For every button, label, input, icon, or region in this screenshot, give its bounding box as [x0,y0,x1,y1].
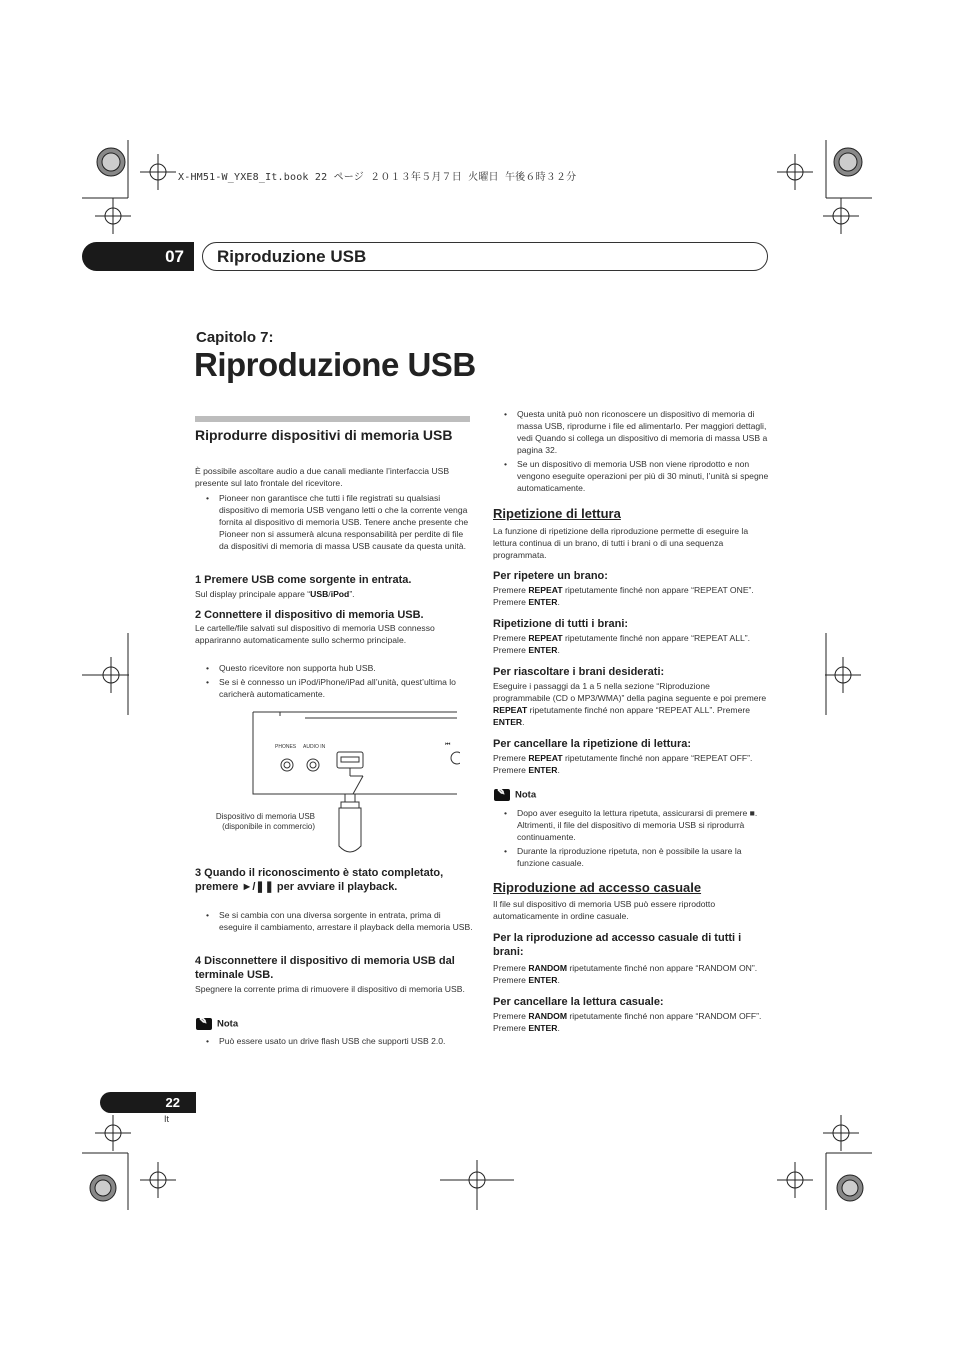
chapter-header-title: Riproduzione USB [202,242,768,271]
list-item: • Se si cambia con una diversa sorgente in entrata, prima di eseguire il cambiamento, arrestare il playback della memoria USB. [197,909,473,933]
figure-caption: Dispositivo di memoria USB (disponibile in commercio) [215,812,315,831]
phones-label: PHONES [275,744,297,750]
pencil-icon [196,1018,212,1030]
intro-text: È possibile ascoltare audio a due canali mediante l’interfaccia USB presente sul lato frontale del ricevitore. [195,466,450,488]
pencil-icon [494,789,510,801]
list-item: • Durante la riproduzione ripetuta, non è possibile la usare la funzione casuale. [495,845,771,869]
note-list [197,1035,473,1049]
random-heading: Riproduzione ad accesso casuale [493,880,702,895]
repeat-cancel-text: Premere REPEAT ripetutamente finché non appare “REPEAT OFF”. Premere ENTER. [493,753,753,775]
step-2-title: 2 Connettere il dispositivo di memoria USB. [195,609,424,621]
bullet-list [197,662,473,702]
language-code: It [164,1114,170,1124]
repeat-program-text: Eseguire i passaggi da 1 a 5 nella sezione “Riproduzione programmabile (CD o MP3/WMA)” della pagina seguente e poi premere REPEAT ripetutamente finché non appare “REPEAT ALL”. Premere ENTER. [493,681,767,727]
book-info-line: X-HM51-W_YXE8_It.book 22 ページ ２０１３年５月７日 火曜日 午後６時３２分 [178,172,577,183]
step-3-title: 3 Quando il riconoscimento è stato completato, premere ►/❚❚ per avviare il playback. [195,867,444,893]
bullet-list [495,408,771,496]
list-item: • Questo ricevitore non supporta hub USB. [197,662,473,674]
bullet-list [197,492,473,554]
list-item: • Dopo aver eseguito la lettura ripetuta, assicurarsi di premere ■. Altrimenti, il file del dispositivo di memoria USB si riprodurrà continuamente. [495,807,771,843]
random-all-title: Per la riproduzione ad accesso casuale di tutti i brani: [493,932,742,958]
random-cancel-title: Per cancellare la lettura casuale: [493,996,664,1008]
list-item: • Può essere usato un drive flash USB che supporti USB 2.0. [197,1035,473,1047]
repeat-intro: La funzione di ripetizione della riproduzione permette di eseguire la lettura continua di un brano, di tutti i brani o di una sequenza programmata. [493,526,749,560]
note-list [495,807,771,871]
audio-in-label: AUDIO IN [303,744,326,750]
repeat-all-text: Premere REPEAT ripetutamente finché non appare “REPEAT ALL”. Premere ENTER. [493,633,750,655]
bullet-list [197,909,473,935]
skip-back-icon: ⏮ [445,741,451,748]
random-all-text: Premere RANDOM ripetutamente finché non appare “RANDOM ON”. Premere ENTER. [493,963,758,985]
list-item: • Questa unità può non riconoscere un dispositivo di memoria di massa USB, riprodurne i file ed alimentarlo. Per maggiori dettagli, vedi Quando si collega un dispositivo di memoria di massa USB a pagina 32. [495,408,771,456]
note-header: ✎Nota [196,1018,238,1030]
repeat-one-title: Per ripetere un brano: [493,570,608,582]
repeat-cancel-title: Per cancellare la ripetizione di lettura: [493,738,692,750]
step-4-text: Spegnere la corrente prima di rimuovere il dispositivo di memoria USB. [195,984,465,994]
repeat-program-title: Per riascoltare i brani desiderati: [493,666,665,678]
page-number: 22 [100,1092,196,1113]
repeat-heading: Ripetizione di lettura [493,506,621,521]
section-divider [195,416,470,422]
step-4-title: 4 Disconnettere il dispositivo di memoria USB dal terminale USB. [195,955,455,981]
step-1-text: Sul display principale appare “USB/iPod”. [195,589,355,599]
list-item: • Se un dispositivo di memoria USB non viene riprodotto e non vengono eseguite operazioni per più di 30 minuti, l’unità si spegne automaticamente. [495,458,771,494]
random-cancel-text: Premere RANDOM ripetutamente finché non appare “RANDOM OFF”. Premere ENTER. [493,1011,762,1033]
chapter-number-tab: 07 [82,242,194,271]
note-header: ✎Nota [494,789,536,801]
page-title: Riproduzione USB [194,346,476,383]
step-2-text: Le cartelle/file salvati sul dispositivo di memoria USB connesso appariranno automaticamente sullo schermo principale. [195,623,435,645]
step-1-title: 1 Premere USB come sorgente in entrata. [195,574,412,586]
list-item: • Pioneer non garantisce che tutti i file registrati su qualsiasi dispositivo di memoria USB vengano letti o che la corrente venga fornita al dispositivo di memoria USB. Tenere anche presente che Pioneer non si assumerà alcuna responsabilità per perdite di file da dispositivi di memoria di massa USB causate da questa unità. [197,492,473,552]
repeat-all-title: Ripetizione di tutti i brani: [493,618,629,630]
repeat-one-text: Premere REPEAT ripetutamente finché non appare “REPEAT ONE”. Premere ENTER. [493,585,754,607]
list-item: • Se si è connesso un iPod/iPhone/iPad all’unità, quest’ultima lo caricherà automaticamente. [197,676,473,700]
chapter-label: Capitolo 7: [196,329,274,346]
usb-connection-illustration [205,708,460,858]
section-heading: Riprodurre dispositivi di memoria USB [195,427,453,443]
random-intro: Il file sul dispositivo di memoria USB può essere riprodotto automaticamente in ordine casuale. [493,899,716,921]
